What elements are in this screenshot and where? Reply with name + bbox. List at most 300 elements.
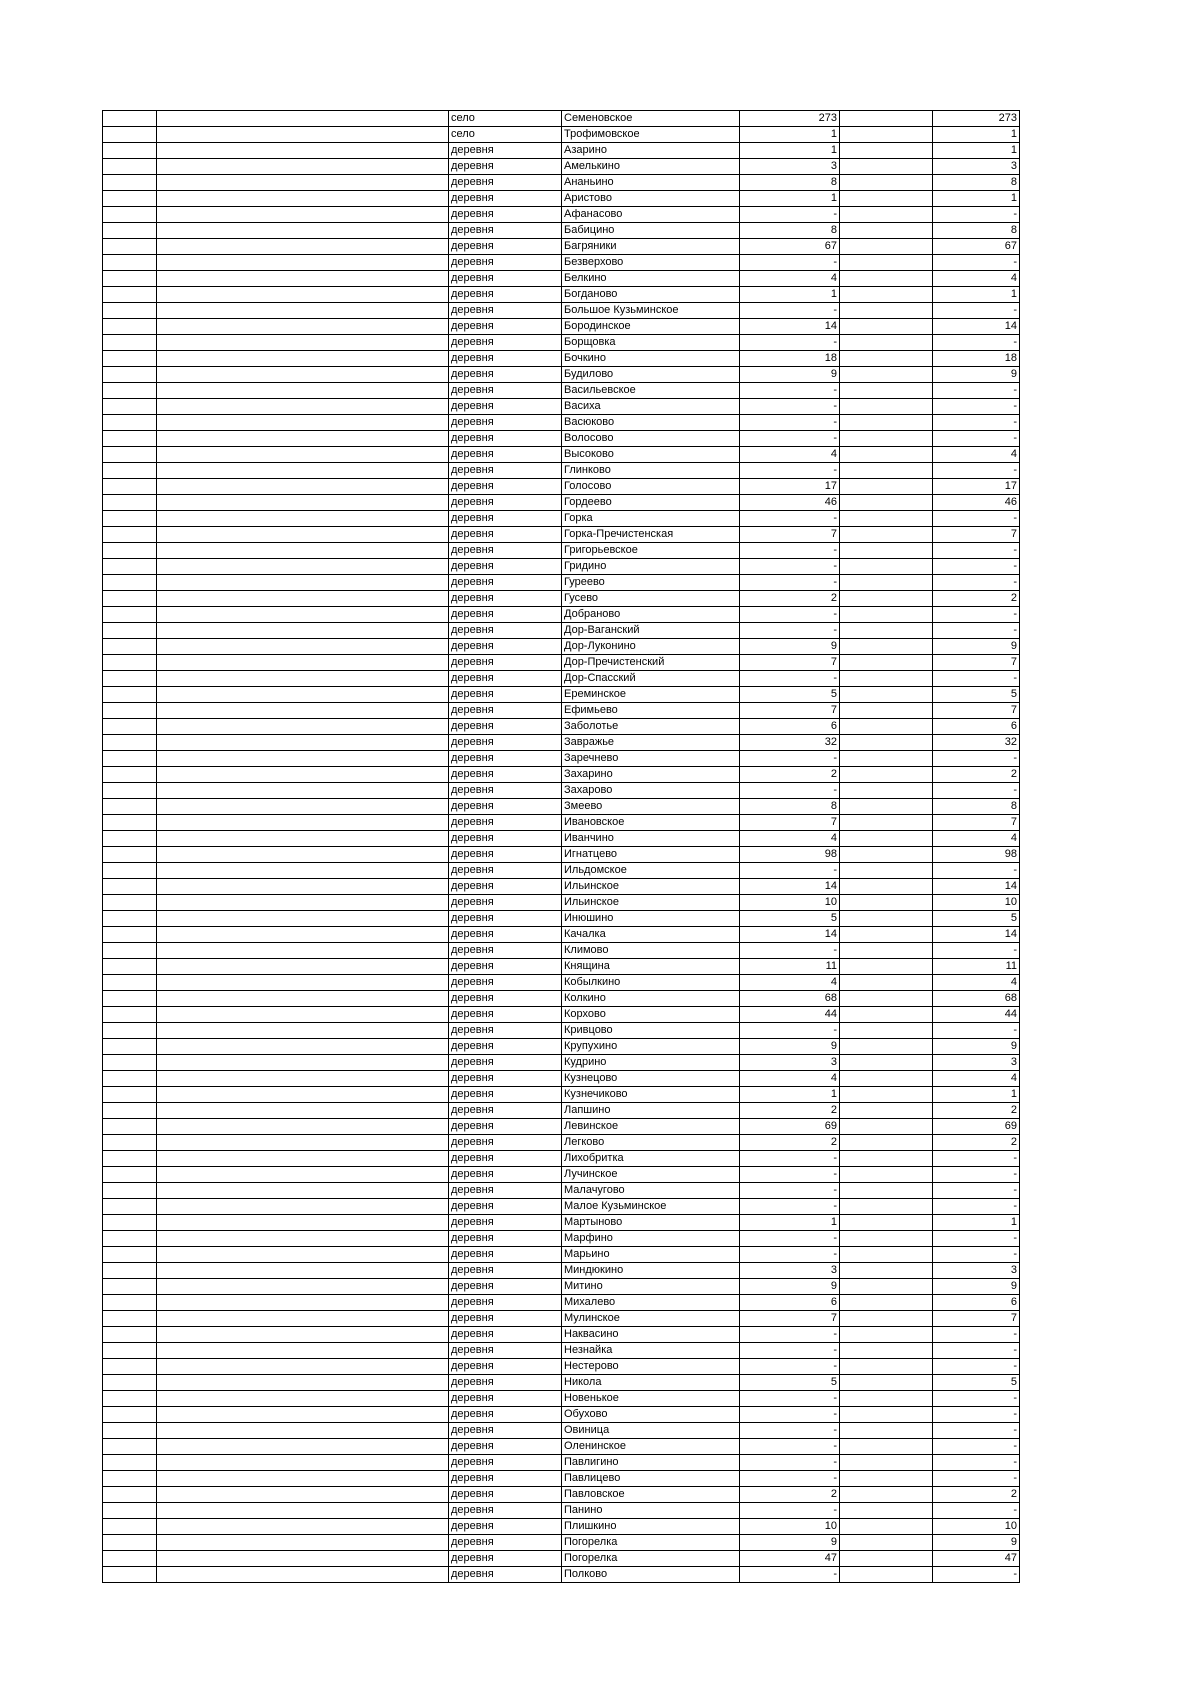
table-row bbox=[103, 831, 1020, 847]
value-cell: - bbox=[740, 1423, 840, 1439]
table-row bbox=[103, 1231, 1020, 1247]
table-row bbox=[103, 1503, 1020, 1519]
settlement-name-cell: Белкино bbox=[562, 271, 740, 287]
table-row bbox=[103, 927, 1020, 943]
settlement-type-cell: деревня bbox=[449, 687, 562, 703]
table-row bbox=[103, 895, 1020, 911]
blank-cell bbox=[157, 1103, 449, 1119]
value-cell: - bbox=[740, 1327, 840, 1343]
blank-cell bbox=[840, 1375, 933, 1391]
table-row bbox=[103, 1567, 1020, 1583]
table-row bbox=[103, 1359, 1020, 1375]
settlement-type-cell: деревня bbox=[449, 287, 562, 303]
settlement-type-cell: деревня bbox=[449, 351, 562, 367]
value-cell: 44 bbox=[933, 1007, 1020, 1023]
blank-cell bbox=[157, 959, 449, 975]
blank-cell bbox=[103, 319, 157, 335]
table-row bbox=[103, 367, 1020, 383]
value-cell: 69 bbox=[740, 1119, 840, 1135]
settlement-type-cell: деревня bbox=[449, 1231, 562, 1247]
settlement-name-cell: Завражье bbox=[562, 735, 740, 751]
blank-cell bbox=[103, 383, 157, 399]
table-row bbox=[103, 799, 1020, 815]
blank-cell bbox=[157, 111, 449, 127]
table-row bbox=[103, 1039, 1020, 1055]
blank-cell bbox=[157, 1551, 449, 1567]
value-cell: 18 bbox=[933, 351, 1020, 367]
value-cell: 9 bbox=[933, 639, 1020, 655]
value-cell: 2 bbox=[933, 767, 1020, 783]
settlement-name-cell: Никола bbox=[562, 1375, 740, 1391]
blank-cell bbox=[840, 303, 933, 319]
value-cell: 6 bbox=[933, 1295, 1020, 1311]
settlement-type-cell: деревня bbox=[449, 511, 562, 527]
value-cell: - bbox=[740, 255, 840, 271]
value-cell: 14 bbox=[740, 879, 840, 895]
settlement-name-cell: Михалево bbox=[562, 1295, 740, 1311]
value-cell: - bbox=[740, 511, 840, 527]
blank-cell bbox=[157, 687, 449, 703]
blank-cell bbox=[840, 991, 933, 1007]
settlement-name-cell: Гуреево bbox=[562, 575, 740, 591]
blank-cell bbox=[157, 1407, 449, 1423]
settlement-name-cell: Багряники bbox=[562, 239, 740, 255]
blank-cell bbox=[157, 335, 449, 351]
value-cell: - bbox=[740, 1199, 840, 1215]
table-row bbox=[103, 591, 1020, 607]
blank-cell bbox=[157, 223, 449, 239]
blank-cell bbox=[157, 1343, 449, 1359]
blank-cell bbox=[157, 863, 449, 879]
blank-cell bbox=[840, 1263, 933, 1279]
blank-cell bbox=[103, 1103, 157, 1119]
settlement-name-cell: Глинково bbox=[562, 463, 740, 479]
blank-cell bbox=[840, 1039, 933, 1055]
blank-cell bbox=[840, 911, 933, 927]
settlement-name-cell: Кузнечиково bbox=[562, 1087, 740, 1103]
settlement-type-cell: деревня bbox=[449, 783, 562, 799]
value-cell: 1 bbox=[740, 1215, 840, 1231]
blank-cell bbox=[103, 559, 157, 575]
value-cell: 67 bbox=[740, 239, 840, 255]
table-row bbox=[103, 1183, 1020, 1199]
blank-cell bbox=[103, 1391, 157, 1407]
blank-cell bbox=[157, 767, 449, 783]
blank-cell bbox=[103, 623, 157, 639]
blank-cell bbox=[157, 607, 449, 623]
settlement-type-cell: деревня bbox=[449, 991, 562, 1007]
settlement-name-cell: Большое Кузьминское bbox=[562, 303, 740, 319]
settlement-type-cell: деревня bbox=[449, 1327, 562, 1343]
value-cell: - bbox=[933, 303, 1020, 319]
settlement-type-cell: деревня bbox=[449, 1103, 562, 1119]
table-row bbox=[103, 543, 1020, 559]
blank-cell bbox=[103, 1023, 157, 1039]
blank-cell bbox=[840, 783, 933, 799]
value-cell: 4 bbox=[740, 1071, 840, 1087]
settlement-type-cell: деревня bbox=[449, 703, 562, 719]
table-row bbox=[103, 1551, 1020, 1567]
blank-cell bbox=[840, 1327, 933, 1343]
value-cell: 7 bbox=[933, 655, 1020, 671]
blank-cell bbox=[157, 447, 449, 463]
settlement-type-cell: деревня bbox=[449, 271, 562, 287]
value-cell: 4 bbox=[740, 271, 840, 287]
settlement-type-cell: село bbox=[449, 127, 562, 143]
settlement-type-cell: деревня bbox=[449, 863, 562, 879]
value-cell: 10 bbox=[933, 1519, 1020, 1535]
blank-cell bbox=[103, 511, 157, 527]
table-row bbox=[103, 767, 1020, 783]
blank-cell bbox=[157, 1487, 449, 1503]
settlement-type-cell: деревня bbox=[449, 1135, 562, 1151]
table-row bbox=[103, 1519, 1020, 1535]
blank-cell bbox=[103, 991, 157, 1007]
settlement-name-cell: Марьино bbox=[562, 1247, 740, 1263]
table-row bbox=[103, 847, 1020, 863]
blank-cell bbox=[157, 559, 449, 575]
settlement-type-cell: деревня bbox=[449, 1247, 562, 1263]
blank-cell bbox=[157, 319, 449, 335]
blank-cell bbox=[157, 1007, 449, 1023]
settlement-type-cell: деревня bbox=[449, 447, 562, 463]
blank-cell bbox=[103, 1183, 157, 1199]
value-cell: - bbox=[740, 1167, 840, 1183]
blank-cell bbox=[103, 1263, 157, 1279]
blank-cell bbox=[103, 639, 157, 655]
value-cell: 3 bbox=[740, 1055, 840, 1071]
blank-cell bbox=[103, 575, 157, 591]
blank-cell bbox=[840, 255, 933, 271]
settlement-type-cell: деревня bbox=[449, 1087, 562, 1103]
blank-cell bbox=[840, 1471, 933, 1487]
table-row bbox=[103, 1087, 1020, 1103]
blank-cell bbox=[840, 863, 933, 879]
value-cell: 7 bbox=[740, 815, 840, 831]
value-cell: - bbox=[740, 1407, 840, 1423]
blank-cell bbox=[840, 847, 933, 863]
blank-cell bbox=[157, 783, 449, 799]
value-cell: - bbox=[740, 431, 840, 447]
settlement-name-cell: Григорьевское bbox=[562, 543, 740, 559]
settlement-type-cell: деревня bbox=[449, 431, 562, 447]
value-cell: 14 bbox=[740, 927, 840, 943]
value-cell: - bbox=[740, 207, 840, 223]
table-row bbox=[103, 447, 1020, 463]
blank-cell bbox=[103, 495, 157, 511]
table-row bbox=[103, 863, 1020, 879]
blank-cell bbox=[103, 207, 157, 223]
value-cell: - bbox=[933, 255, 1020, 271]
value-cell: 5 bbox=[933, 911, 1020, 927]
blank-cell bbox=[157, 495, 449, 511]
settlement-name-cell: Васиха bbox=[562, 399, 740, 415]
value-cell: 2 bbox=[933, 1103, 1020, 1119]
blank-cell bbox=[840, 1071, 933, 1087]
value-cell: 8 bbox=[933, 175, 1020, 191]
settlement-name-cell: Ереминское bbox=[562, 687, 740, 703]
value-cell: - bbox=[933, 207, 1020, 223]
blank-cell bbox=[103, 399, 157, 415]
settlement-type-cell: деревня bbox=[449, 1151, 562, 1167]
table-row bbox=[103, 191, 1020, 207]
value-cell: 44 bbox=[740, 1007, 840, 1023]
value-cell: - bbox=[933, 623, 1020, 639]
blank-cell bbox=[103, 1423, 157, 1439]
settlement-name-cell: Дор-Пречистенский bbox=[562, 655, 740, 671]
blank-cell bbox=[840, 543, 933, 559]
table-row bbox=[103, 687, 1020, 703]
settlement-type-cell: деревня bbox=[449, 1279, 562, 1295]
blank-cell bbox=[840, 143, 933, 159]
value-cell: - bbox=[740, 543, 840, 559]
blank-cell bbox=[157, 1439, 449, 1455]
value-cell: - bbox=[933, 1359, 1020, 1375]
value-cell: 46 bbox=[933, 495, 1020, 511]
value-cell: - bbox=[933, 383, 1020, 399]
blank-cell bbox=[840, 1423, 933, 1439]
settlement-name-cell: Марфино bbox=[562, 1231, 740, 1247]
table-row bbox=[103, 271, 1020, 287]
blank-cell bbox=[840, 1311, 933, 1327]
value-cell: 1 bbox=[740, 287, 840, 303]
settlement-name-cell: Качалка bbox=[562, 927, 740, 943]
blank-cell bbox=[103, 255, 157, 271]
settlement-type-cell: деревня bbox=[449, 655, 562, 671]
settlement-name-cell: Будилово bbox=[562, 367, 740, 383]
value-cell: 5 bbox=[933, 1375, 1020, 1391]
value-cell: 1 bbox=[933, 127, 1020, 143]
blank-cell bbox=[840, 447, 933, 463]
blank-cell bbox=[157, 943, 449, 959]
settlement-type-cell: деревня bbox=[449, 1119, 562, 1135]
settlement-type-cell: деревня bbox=[449, 319, 562, 335]
settlement-name-cell: Малое Кузьминское bbox=[562, 1199, 740, 1215]
value-cell: 68 bbox=[933, 991, 1020, 1007]
value-cell: - bbox=[933, 1231, 1020, 1247]
blank-cell bbox=[840, 623, 933, 639]
blank-cell bbox=[103, 1567, 157, 1583]
settlement-name-cell: Гордеево bbox=[562, 495, 740, 511]
settlement-type-cell: деревня bbox=[449, 1535, 562, 1551]
blank-cell bbox=[103, 1503, 157, 1519]
value-cell: 14 bbox=[933, 927, 1020, 943]
settlement-name-cell: Нестерово bbox=[562, 1359, 740, 1375]
table-row bbox=[103, 1327, 1020, 1343]
value-cell: - bbox=[740, 1391, 840, 1407]
table-row bbox=[103, 1535, 1020, 1551]
value-cell: 4 bbox=[740, 975, 840, 991]
value-cell: - bbox=[933, 415, 1020, 431]
table-row bbox=[103, 1103, 1020, 1119]
settlement-name-cell: Трофимовское bbox=[562, 127, 740, 143]
settlement-type-cell: деревня bbox=[449, 831, 562, 847]
settlement-name-cell: Инюшино bbox=[562, 911, 740, 927]
settlement-type-cell: деревня bbox=[449, 1503, 562, 1519]
value-cell: - bbox=[933, 431, 1020, 447]
value-cell: 1 bbox=[933, 143, 1020, 159]
settlement-type-cell: деревня bbox=[449, 895, 562, 911]
blank-cell bbox=[840, 1535, 933, 1551]
table-row bbox=[103, 351, 1020, 367]
value-cell: - bbox=[740, 671, 840, 687]
value-cell: 3 bbox=[740, 159, 840, 175]
value-cell: - bbox=[740, 335, 840, 351]
blank-cell bbox=[103, 799, 157, 815]
blank-cell bbox=[103, 111, 157, 127]
settlement-name-cell: Горка-Пречистенская bbox=[562, 527, 740, 543]
blank-cell bbox=[103, 1071, 157, 1087]
settlement-type-cell: деревня bbox=[449, 1551, 562, 1567]
blank-cell bbox=[103, 1359, 157, 1375]
settlement-type-cell: деревня bbox=[449, 255, 562, 271]
value-cell: 8 bbox=[933, 223, 1020, 239]
table-row bbox=[103, 399, 1020, 415]
blank-cell bbox=[840, 831, 933, 847]
value-cell: - bbox=[740, 783, 840, 799]
blank-cell bbox=[840, 1151, 933, 1167]
settlement-type-cell: село bbox=[449, 111, 562, 127]
value-cell: 32 bbox=[933, 735, 1020, 751]
blank-cell bbox=[103, 191, 157, 207]
settlement-type-cell: деревня bbox=[449, 1343, 562, 1359]
blank-cell bbox=[840, 511, 933, 527]
value-cell: - bbox=[933, 751, 1020, 767]
blank-cell bbox=[157, 831, 449, 847]
settlement-type-cell: деревня bbox=[449, 383, 562, 399]
blank-cell bbox=[103, 927, 157, 943]
settlement-name-cell: Митино bbox=[562, 1279, 740, 1295]
settlement-table bbox=[102, 110, 1020, 1583]
value-cell: 6 bbox=[740, 1295, 840, 1311]
blank-cell bbox=[157, 1023, 449, 1039]
settlement-name-cell: Корхово bbox=[562, 1007, 740, 1023]
blank-cell bbox=[103, 351, 157, 367]
value-cell: - bbox=[740, 1343, 840, 1359]
blank-cell bbox=[157, 1455, 449, 1471]
value-cell: 47 bbox=[740, 1551, 840, 1567]
blank-cell bbox=[103, 895, 157, 911]
value-cell: - bbox=[740, 1471, 840, 1487]
settlement-type-cell: деревня bbox=[449, 767, 562, 783]
table-row bbox=[103, 1055, 1020, 1071]
settlement-name-cell: Миндюкино bbox=[562, 1263, 740, 1279]
blank-cell bbox=[840, 895, 933, 911]
value-cell: - bbox=[933, 1343, 1020, 1359]
blank-cell bbox=[157, 1471, 449, 1487]
value-cell: 5 bbox=[740, 687, 840, 703]
blank-cell bbox=[840, 735, 933, 751]
value-cell: - bbox=[740, 1023, 840, 1039]
value-cell: 9 bbox=[740, 367, 840, 383]
blank-cell bbox=[157, 1263, 449, 1279]
table-row bbox=[103, 223, 1020, 239]
settlement-type-cell: деревня bbox=[449, 975, 562, 991]
table-row bbox=[103, 415, 1020, 431]
blank-cell bbox=[103, 1487, 157, 1503]
settlement-type-cell: деревня bbox=[449, 239, 562, 255]
blank-cell bbox=[103, 127, 157, 143]
value-cell: 11 bbox=[740, 959, 840, 975]
value-cell: 6 bbox=[740, 719, 840, 735]
value-cell: 8 bbox=[740, 175, 840, 191]
blank-cell bbox=[157, 671, 449, 687]
blank-cell bbox=[840, 687, 933, 703]
blank-cell bbox=[103, 1151, 157, 1167]
value-cell: - bbox=[933, 1327, 1020, 1343]
value-cell: - bbox=[933, 1503, 1020, 1519]
value-cell: - bbox=[740, 1359, 840, 1375]
value-cell: 5 bbox=[933, 687, 1020, 703]
blank-cell bbox=[157, 1151, 449, 1167]
settlement-name-cell: Иванчино bbox=[562, 831, 740, 847]
settlement-name-cell: Захарино bbox=[562, 767, 740, 783]
blank-cell bbox=[840, 1023, 933, 1039]
value-cell: 10 bbox=[740, 1519, 840, 1535]
settlement-type-cell: деревня bbox=[449, 223, 562, 239]
blank-cell bbox=[157, 703, 449, 719]
value-cell: 4 bbox=[933, 447, 1020, 463]
table-row bbox=[103, 495, 1020, 511]
settlement-type-cell: деревня bbox=[449, 1423, 562, 1439]
value-cell: - bbox=[933, 607, 1020, 623]
settlement-type-cell: деревня bbox=[449, 1071, 562, 1087]
value-cell: - bbox=[740, 399, 840, 415]
blank-cell bbox=[157, 911, 449, 927]
blank-cell bbox=[103, 655, 157, 671]
table-row bbox=[103, 287, 1020, 303]
blank-cell bbox=[103, 1439, 157, 1455]
value-cell: 98 bbox=[933, 847, 1020, 863]
blank-cell bbox=[157, 975, 449, 991]
settlement-type-cell: деревня bbox=[449, 1471, 562, 1487]
settlement-type-cell: деревня bbox=[449, 575, 562, 591]
table-row bbox=[103, 639, 1020, 655]
table-row bbox=[103, 1279, 1020, 1295]
settlement-name-cell: Аристово bbox=[562, 191, 740, 207]
settlement-name-cell: Дор-Спасский bbox=[562, 671, 740, 687]
blank-cell bbox=[103, 1295, 157, 1311]
blank-cell bbox=[103, 335, 157, 351]
settlement-type-cell: деревня bbox=[449, 671, 562, 687]
blank-cell bbox=[840, 575, 933, 591]
value-cell: 9 bbox=[933, 1279, 1020, 1295]
blank-cell bbox=[840, 767, 933, 783]
blank-cell bbox=[103, 687, 157, 703]
settlement-name-cell: Гусево bbox=[562, 591, 740, 607]
value-cell: - bbox=[933, 1439, 1020, 1455]
settlement-name-cell: Амелькино bbox=[562, 159, 740, 175]
blank-cell bbox=[157, 1279, 449, 1295]
table-row bbox=[103, 1455, 1020, 1471]
settlement-type-cell: деревня bbox=[449, 527, 562, 543]
value-cell: 7 bbox=[740, 655, 840, 671]
blank-cell bbox=[840, 607, 933, 623]
value-cell: 9 bbox=[740, 1039, 840, 1055]
table-row bbox=[103, 559, 1020, 575]
value-cell: 17 bbox=[933, 479, 1020, 495]
blank-cell bbox=[840, 671, 933, 687]
table-row bbox=[103, 1135, 1020, 1151]
value-cell: 5 bbox=[740, 1375, 840, 1391]
blank-cell bbox=[157, 255, 449, 271]
blank-cell bbox=[840, 415, 933, 431]
blank-cell bbox=[103, 1087, 157, 1103]
value-cell: 9 bbox=[740, 1535, 840, 1551]
value-cell: 1 bbox=[933, 1087, 1020, 1103]
settlement-type-cell: деревня bbox=[449, 751, 562, 767]
settlement-name-cell: Павлигино bbox=[562, 1455, 740, 1471]
